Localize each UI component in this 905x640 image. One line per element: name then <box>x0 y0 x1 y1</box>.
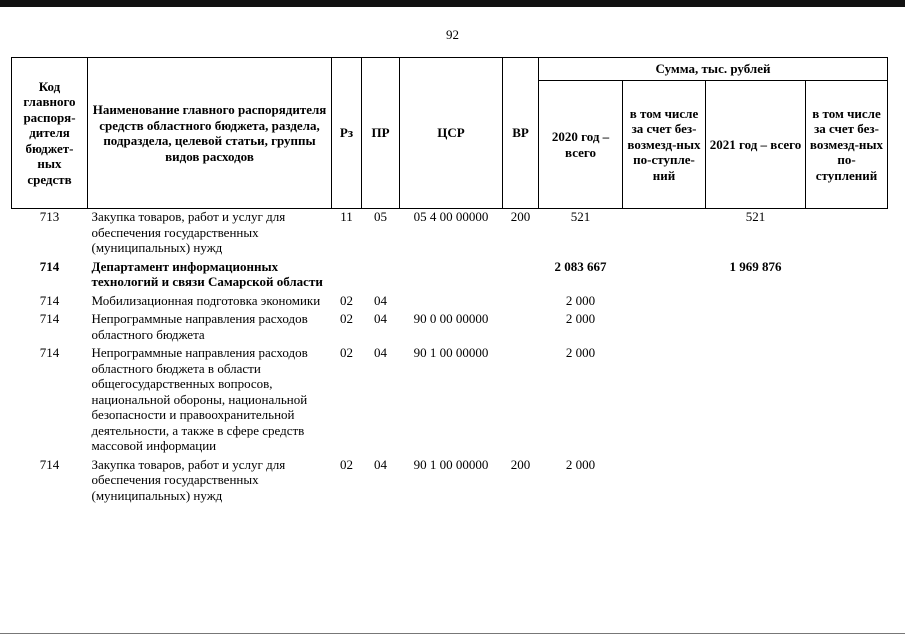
cell-name: Закупка товаров, работ и услуг для обеспечения государственных (муниципальных) нужд <box>91 456 286 503</box>
cell-pr: 04 <box>374 311 387 326</box>
cell-code: 714 <box>39 311 60 326</box>
cell-code: 714 <box>39 345 60 360</box>
header-2021-total: 2021 год – всего <box>706 81 806 209</box>
bottom-rule <box>0 633 905 634</box>
cell-pr: 05 <box>374 209 387 224</box>
cell-csr <box>400 292 503 311</box>
cell-name: Непрограммные направления расходов областного бюджета <box>91 311 308 342</box>
cell-rz: 02 <box>340 345 353 360</box>
cell-pr: 04 <box>374 292 387 308</box>
cell-name: Непрограммные направления расходов областного бюджета в области общегосударственных вопросов, национальной обороны, национальной безопасности и правоохранительной деятельности, а также в сфере средств массовой информации <box>91 345 308 453</box>
cell-pr: 04 <box>374 345 387 360</box>
cell-2020-total: 2 000 <box>565 292 596 308</box>
page-number: 92 <box>446 27 459 42</box>
cell-2020-gratis <box>623 344 706 456</box>
cell-vr <box>503 292 539 311</box>
header-pr: ПР <box>362 58 400 209</box>
header-2020-total: 2020 год – всего <box>539 81 623 209</box>
header-sum-group: Сумма, тыс. рублей <box>539 58 888 81</box>
budget-table <box>11 57 888 505</box>
cell-code: 714 <box>39 292 60 308</box>
header-code: Код главного распоря-дителя бюджет-ных средств <box>12 58 88 209</box>
cell-csr: 90 0 00 00000 <box>413 311 489 326</box>
cell-2020-total: 2 000 <box>565 345 596 360</box>
cell-vr <box>503 310 539 344</box>
cell-2021-gratis <box>806 209 888 258</box>
table-body <box>12 209 888 506</box>
cell-vr <box>503 344 539 456</box>
cell-pr: 04 <box>374 456 387 472</box>
cell-rz: 02 <box>340 311 353 326</box>
cell-csr: 05 4 00 00000 <box>413 209 489 224</box>
cell-2020-gratis <box>623 292 706 311</box>
top-rule <box>0 0 905 7</box>
cell-pr <box>362 258 400 292</box>
cell-2020-gratis <box>623 456 706 506</box>
cell-name: Мобилизационная подготовка экономики <box>91 292 321 308</box>
cell-2020-total: 521 <box>570 209 591 224</box>
cell-code: 714 <box>39 456 60 472</box>
header-csr: ЦСР <box>400 58 503 209</box>
cell-2021-gratis <box>806 258 888 292</box>
cell-csr: 90 1 00 00000 <box>413 345 489 360</box>
cell-rz: 11 <box>340 209 353 224</box>
header-2020-gratis: в том числе за счет без-возмезд-ных по-ступле-ний <box>623 81 706 209</box>
cell-name: Департамент информационных технологий и связи Самарской области <box>91 258 323 289</box>
cell-csr <box>400 258 503 292</box>
cell-code: 714 <box>39 258 60 274</box>
cell-rz: 02 <box>340 456 353 472</box>
cell-2020-gratis <box>623 258 706 292</box>
cell-2021-total <box>706 456 806 506</box>
cell-2021-gratis <box>806 344 888 456</box>
cell-vr <box>503 258 539 292</box>
cell-2020-total: 2 083 667 <box>554 258 607 274</box>
cell-vr: 200 <box>510 209 531 224</box>
cell-rz <box>332 258 362 292</box>
header-vr: ВР <box>503 58 539 209</box>
table-row <box>12 310 888 344</box>
table-row <box>12 456 888 506</box>
cell-vr: 200 <box>510 456 531 472</box>
cell-2020-gratis <box>623 209 706 258</box>
header-2021-gratis: в том числе за счет без-возмезд-ных по-ступлений <box>806 81 888 209</box>
cell-rz: 02 <box>340 292 353 308</box>
cell-code: 713 <box>39 209 60 224</box>
cell-2020-total: 2 000 <box>565 311 596 326</box>
table-row <box>12 258 888 292</box>
header-name: Наименование главного распорядителя средств областного бюджета, раздела, подраздела, целевой статьи, группы видов расходов <box>88 58 332 209</box>
cell-2020-total: 2 000 <box>565 456 596 472</box>
cell-2021-total: 1 969 876 <box>729 258 782 274</box>
cell-2020-gratis <box>623 310 706 344</box>
cell-2021-gratis <box>806 456 888 506</box>
cell-name: Закупка товаров, работ и услуг для обеспечения государственных (муниципальных) нужд <box>91 209 286 255</box>
header-rz: Рз <box>332 58 362 209</box>
table-row <box>12 344 888 456</box>
cell-2021-total <box>706 292 806 311</box>
table-row <box>12 292 888 311</box>
cell-2021-total <box>706 344 806 456</box>
cell-2021-total <box>706 310 806 344</box>
cell-csr: 90 1 00 00000 <box>413 456 489 472</box>
table-row <box>12 209 888 258</box>
cell-2021-total: 521 <box>745 209 766 224</box>
table-header <box>12 58 888 209</box>
cell-2021-gratis <box>806 292 888 311</box>
cell-2021-gratis <box>806 310 888 344</box>
